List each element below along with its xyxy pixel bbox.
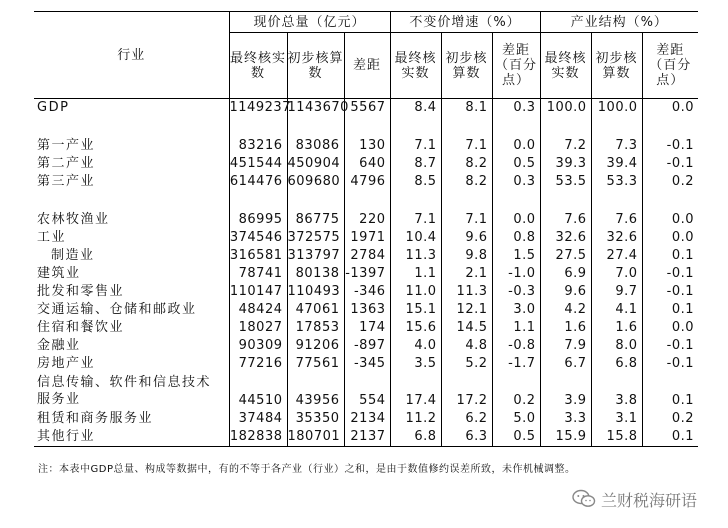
cell-value: 12.1 [441,301,492,319]
cell-value: 4.8 [441,337,492,355]
row-label: 金融业 [37,338,81,353]
spacer-cell [34,117,229,137]
cell-value: 130 [344,137,390,155]
spacer-cell [540,191,591,211]
cell-value: -1.7 [492,355,540,373]
cell-value: 11.3 [441,283,492,301]
cell-value: 37484 [229,410,287,428]
cell-value: 7.1 [390,211,441,229]
row-label: 工业 [37,230,67,245]
cell-value: 0.1 [642,301,698,319]
cell-value: 78741 [229,265,287,283]
col-final-growth: 最终核实数 [390,33,441,99]
cell-value: 0.8 [492,229,540,247]
cell-value: 1143670 [287,100,349,115]
col-prelim-growth: 初步核算数 [441,33,492,99]
cell-value: 8.7 [390,155,441,173]
cell-value: 0.1 [642,247,698,265]
cell-value: 110147 [229,283,287,301]
spacer-cell [642,191,698,211]
cell-value: -0.1 [642,265,698,283]
table-row [34,137,698,155]
spacer-cell [591,117,642,137]
row-label: 批发和零售业 [37,284,125,299]
cell-value: 0.0 [642,319,698,337]
cell-value: 2134 [344,410,390,428]
cell-value: -0.8 [492,337,540,355]
table-body [34,99,698,447]
cell-value: 100.0 [540,99,591,118]
cell-value: 0.2 [642,173,698,191]
table-row [34,173,698,191]
cell-value: 8.2 [441,155,492,173]
spacer-cell [229,117,287,137]
cell-value: 1.1 [390,265,441,283]
cell-value: 110493 [287,283,344,301]
cell-value: 15.8 [591,428,642,447]
cell-value: 53.5 [540,173,591,191]
cell-value: 3.9 [540,373,591,410]
spacer-row [34,191,698,211]
cell-value: 0.5 [492,428,540,447]
group-header-total: 现价总量（亿元） [229,12,390,33]
cell-value: 220 [344,211,390,229]
spacer-cell [441,117,492,137]
cell-value: 182838 [229,428,287,447]
cell-value: 11.0 [390,283,441,301]
cell-value: 0.0 [642,211,698,229]
cell-value: 7.9 [540,337,591,355]
cell-value: 4.0 [390,337,441,355]
cell-value: 0.5 [492,155,540,173]
table-row [34,373,698,410]
cell-value: -0.1 [642,155,698,173]
spacer-cell [287,117,344,137]
row-label: GDP [37,100,70,115]
col-final-total: 最终核实数 [229,33,287,99]
cell-value: 15.9 [540,428,591,447]
cell-value: 609680 [287,173,344,191]
cell-value: 3.0 [492,301,540,319]
cell-value: 47061 [287,301,344,319]
cell-value: 174 [344,319,390,337]
cell-value: 3.5 [390,355,441,373]
cell-value: -345 [344,355,390,373]
cell-value: 10.4 [390,229,441,247]
table-row [34,265,698,283]
cell-value: 7.6 [540,211,591,229]
cell-value: 5.2 [441,355,492,373]
table-row [34,155,698,173]
cell-value: -0.1 [642,137,698,155]
cell-value: 8.0 [591,337,642,355]
table-row [34,337,698,355]
cell-value: 15.1 [390,301,441,319]
cell-value: 1.5 [492,247,540,265]
cell-value: 27.4 [591,247,642,265]
cell-value: 6.8 [390,428,441,447]
table-row [34,247,698,265]
spacer-cell [34,191,229,211]
col-diff-growth: 差距（百分点） [492,33,540,99]
cell-value: 640 [344,155,390,173]
table-header [34,12,698,99]
cell-value: 80138 [287,265,344,283]
table-row [34,319,698,337]
cell-value: 2784 [344,247,390,265]
table-footnote: 注：本表中GDP总量、构成等数据中，有的不等于各产业（行业）之和，是由于数值修约误差所致，未作机械调整。 [38,464,576,475]
table-row [34,99,698,118]
cell-value: 27.5 [540,247,591,265]
cell-value: 7.1 [441,137,492,155]
cell-value: 0.2 [492,373,540,410]
cell-value: 0.0 [642,99,698,118]
cell-value: 3.1 [591,410,642,428]
cell-value: 11.2 [390,410,441,428]
cell-value: 4.1 [591,301,642,319]
cell-value: 6.9 [540,265,591,283]
col-prelim-total: 初步核算数 [287,33,344,99]
group-header-growth: 不变价增速（%） [390,12,540,33]
cell-value: -346 [344,283,390,301]
cell-value: 15.6 [390,319,441,337]
row-label: 第三产业 [37,174,96,189]
cell-value: 1971 [344,229,390,247]
col-diff-total: 差距 [344,33,390,99]
spacer-cell [492,117,540,137]
cell-value: 0.2 [642,410,698,428]
cell-value: 2137 [344,428,390,447]
cell-value: 7.1 [390,137,441,155]
cell-value: 86775 [287,211,344,229]
group-header-structure: 产业结构（%） [540,12,698,33]
cell-value: 7.1 [441,211,492,229]
cell-value: 4796 [344,173,390,191]
table-row [34,229,698,247]
row-label: 住宿和餐饮业 [37,320,125,335]
spacer-row [34,117,698,137]
col-final-structure: 最终核实数 [540,33,591,99]
spacer-cell [229,191,287,211]
row-label: 第二产业 [37,156,96,171]
cell-value: 0.0 [492,137,540,155]
cell-value: 14.5 [441,319,492,337]
cell-value: 6.8 [591,355,642,373]
cell-value: 0.3 [492,99,540,118]
row-label: 制造业 [51,248,95,263]
cell-value: 316581 [229,247,287,265]
cell-value: 90309 [229,337,287,355]
row-label: 房地产业 [37,356,96,371]
cell-value: 1.6 [540,319,591,337]
cell-value: 6.3 [441,428,492,447]
cell-value: 554 [344,373,390,410]
cell-value: 8.4 [390,99,441,118]
row-label: 其他行业 [37,429,96,444]
cell-value: 8.1 [441,99,492,118]
cell-value: 4.2 [540,301,591,319]
cell-value: 8.5 [390,173,441,191]
row-label: 信息传输、软件和信息技术服务业 [37,375,212,407]
cell-value: 100.0 [591,99,642,118]
gdp-table-wrapper [34,11,698,447]
table-row [34,410,698,428]
cell-value: 77561 [287,355,344,373]
cell-value: 451544 [229,155,287,173]
cell-value: 7.2 [540,137,591,155]
cell-value: 11.3 [390,247,441,265]
cell-value: 77216 [229,355,287,373]
cell-value: 0.1 [642,373,698,410]
cell-value: 53.3 [591,173,642,191]
cell-value: 91206 [287,337,344,355]
cell-value: 43956 [287,373,344,410]
cell-value: 0.0 [642,229,698,247]
wechat-icon [572,489,596,509]
cell-value: -0.1 [642,337,698,355]
cell-value: -1.0 [492,265,540,283]
cell-value: 17.2 [441,373,492,410]
spacer-cell [344,191,390,211]
cell-value: 6.7 [540,355,591,373]
cell-value: 313797 [287,247,344,265]
cell-value: 9.6 [441,229,492,247]
cell-value: -1397 [344,265,390,283]
cell-value: 9.7 [591,283,642,301]
cell-value: -0.1 [642,355,698,373]
cell-value: 3.3 [540,410,591,428]
cell-value: 44510 [229,373,287,410]
cell-value: 372575 [287,229,344,247]
cell-value: 1149237 [229,100,291,115]
cell-value: -0.1 [642,283,698,301]
cell-value: 17853 [287,319,344,337]
cell-value: 86995 [229,211,287,229]
cell-value: 7.3 [591,137,642,155]
cell-value: 180701 [287,428,344,447]
cell-value: 0.1 [642,428,698,447]
row-label: 第一产业 [37,138,96,153]
spacer-cell [540,117,591,137]
cell-value: 35350 [287,410,344,428]
spacer-cell [441,191,492,211]
cell-value: 17.4 [390,373,441,410]
cell-value: 1.6 [591,319,642,337]
table-row [34,428,698,447]
cell-value: 1.1 [492,319,540,337]
cell-value: 1363 [344,301,390,319]
spacer-cell [390,191,441,211]
gdp-revision-table [34,11,698,447]
col-prelim-structure: 初步核算数 [591,33,642,99]
table-row [34,211,698,229]
spacer-cell [390,117,441,137]
table-row [34,301,698,319]
table-row [34,355,698,373]
cell-value: -0.3 [492,283,540,301]
cell-value: 83216 [229,137,287,155]
cell-value: 32.6 [591,229,642,247]
cell-value: 450904 [287,155,344,173]
cell-value: 9.6 [540,283,591,301]
cell-value: 39.4 [591,155,642,173]
cell-value: 2.1 [441,265,492,283]
cell-value: 9.8 [441,247,492,265]
spacer-cell [492,191,540,211]
cell-value: 3.8 [591,373,642,410]
cell-value: 5.0 [492,410,540,428]
row-label: 农林牧渔业 [37,212,110,227]
spacer-cell [287,191,344,211]
cell-value: 5567 [344,99,390,118]
cell-value: 614476 [229,173,287,191]
cell-value: 18027 [229,319,287,337]
industry-column-header: 行业 [34,12,229,99]
cell-value: 39.3 [540,155,591,173]
row-label: 租赁和商务服务业 [37,411,154,426]
cell-value: 6.2 [441,410,492,428]
cell-value: 48424 [229,301,287,319]
row-label: 交通运输、仓储和邮政业 [37,302,197,317]
cell-value: 83086 [287,137,344,155]
cell-value: 374546 [229,229,287,247]
col-diff-structure: 差距（百分点） [642,33,698,99]
spacer-cell [642,117,698,137]
cell-value: 8.2 [441,173,492,191]
cell-value: 7.0 [591,265,642,283]
spacer-cell [344,117,390,137]
cell-value: 0.0 [492,211,540,229]
cell-value: -897 [344,337,390,355]
spacer-cell [591,191,642,211]
cell-value: 7.6 [591,211,642,229]
cell-value: 0.3 [492,173,540,191]
table-row [34,283,698,301]
row-label: 建筑业 [37,266,81,281]
cell-value: 32.6 [540,229,591,247]
watermark-text: 兰财税海研语 [601,490,698,510]
watermark [572,488,697,510]
